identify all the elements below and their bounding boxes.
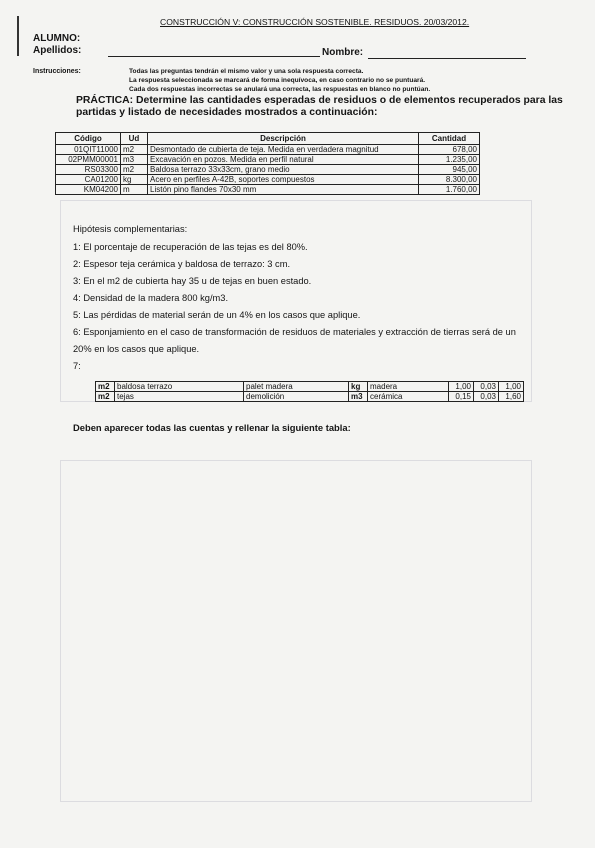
cell-descripcion: Baldosa terrazo 33x33cm, grano medio [148,165,419,175]
header-cantidad: Cantidad [419,133,480,145]
cell-cantidad: 1.235,00 [419,155,480,165]
instructions-label: Instrucciones: [33,68,81,75]
cell-codigo: KM04200 [56,185,121,195]
cell-value: 0,15 [449,392,474,402]
cell-value: 1,00 [499,382,524,392]
cell-codigo: 01QIT11000 [56,145,121,155]
conversion-table [95,381,524,402]
cell-source: palet madera [244,382,349,392]
apellidos-label: Apellidos: [33,45,82,56]
cell-unit: m3 [349,392,368,402]
header-ud: Ud [121,133,148,145]
cell-descripcion: Excavación en pozos. Medida en perfil natural [148,155,419,165]
cell-descripcion: Desmontado de cubierta de teja. Medida en verdadera magnitud [148,145,419,155]
nombre-label: Nombre: [322,47,364,58]
cell-ud: m3 [121,155,148,165]
hypothesis-item: 1: El porcentaje de recuperación de las tejas es del 80%. [73,242,308,252]
hypothesis-item: 7: [73,361,81,371]
cell-cantidad: 945,00 [419,165,480,175]
margin-mark [17,16,19,56]
cell-descripcion: Listón pino flandes 70x30 mm [148,185,419,195]
table-row [56,145,480,155]
cell-cantidad: 1.760,00 [419,185,480,195]
cell-material: baldosa terrazo [115,382,244,392]
deben-instruction: Deben aparecer todas las cuentas y rellenar la siguiente tabla: [73,422,351,433]
cell-cantidad: 8.300,00 [419,175,480,185]
cell-ud: m [121,185,148,195]
table-row [56,175,480,185]
cell-unit: m2 [96,392,115,402]
cell-ud: m2 [121,145,148,155]
table-row [56,185,480,195]
hypothesis-item: 6: Esponjamiento en el caso de transformación de residuos de materiales y extracción de tierras será de un [73,327,516,337]
alumno-label: ALUMNO: [33,33,81,44]
table-header-row [56,133,480,145]
cell-source: demolición [244,392,349,402]
partidas-table [55,132,480,195]
cell-codigo: 02PMM00001 [56,155,121,165]
nombre-field[interactable] [368,58,526,59]
cell-value: 1,60 [499,392,524,402]
cell-codigo: CA01200 [56,175,121,185]
cell-value: 1,00 [449,382,474,392]
hypothesis-item: 2: Espesor teja cerámica y baldosa de terrazo: 3 cm. [73,259,291,269]
cell-unit: m2 [96,382,115,392]
hypothesis-item: 5: Las pérdidas de material serán de un 4% en los casos que aplique. [73,310,361,320]
hypothesis-item: 3: En el m2 de cubierta hay 35 u de tejas en buen estado. [73,276,312,286]
cell-value: 0,03 [474,382,499,392]
practica-statement: PRÁCTICA: Determine las cantidades esperadas de residuos o de elementos recuperados para las partidas y listado de necesidades mostrados a continuación: [76,95,563,118]
cell-ud: kg [121,175,148,185]
header-descripcion: Descripción [148,133,419,145]
hypothesis-item: 20% en los casos que aplique. [73,344,200,354]
apellidos-field[interactable] [108,56,320,57]
instruction-line: Cada dos respuestas incorrectas se anulará una correcta, las respuestas en blanco no puntúan. [129,86,431,93]
cell-descripcion: Acero en perfiles A-42B, soportes compuestos [148,175,419,185]
header-codigo: Código [56,133,121,145]
cell-ud: m2 [121,165,148,175]
cell-residue: madera [368,382,449,392]
cell-material: tejas [115,392,244,402]
table-row [56,155,480,165]
page-header: CONSTRUCCIÓN V: CONSTRUCCIÓN SOSTENIBLE. RESIDUOS. 20/03/2012. [160,17,470,27]
table-row [96,382,524,392]
cell-value: 0,03 [474,392,499,402]
table-row [56,165,480,175]
cell-codigo: RS03300 [56,165,121,175]
cell-cantidad: 678,00 [419,145,480,155]
table-row [96,392,524,402]
cell-unit: kg [349,382,368,392]
show-through-box [60,460,532,802]
cell-residue: cerámica [368,392,449,402]
hypothesis-item: 4: Densidad de la madera 800 kg/m3. [73,293,229,303]
hypotheses-title: Hipótesis complementarias: [73,224,188,234]
instruction-line: La respuesta seleccionada se marcará de forma inequívoca, en caso contrario no se puntuará. [129,77,426,84]
instruction-line: Todas las preguntas tendrán el mismo valor y una sola respuesta correcta. [129,68,364,75]
